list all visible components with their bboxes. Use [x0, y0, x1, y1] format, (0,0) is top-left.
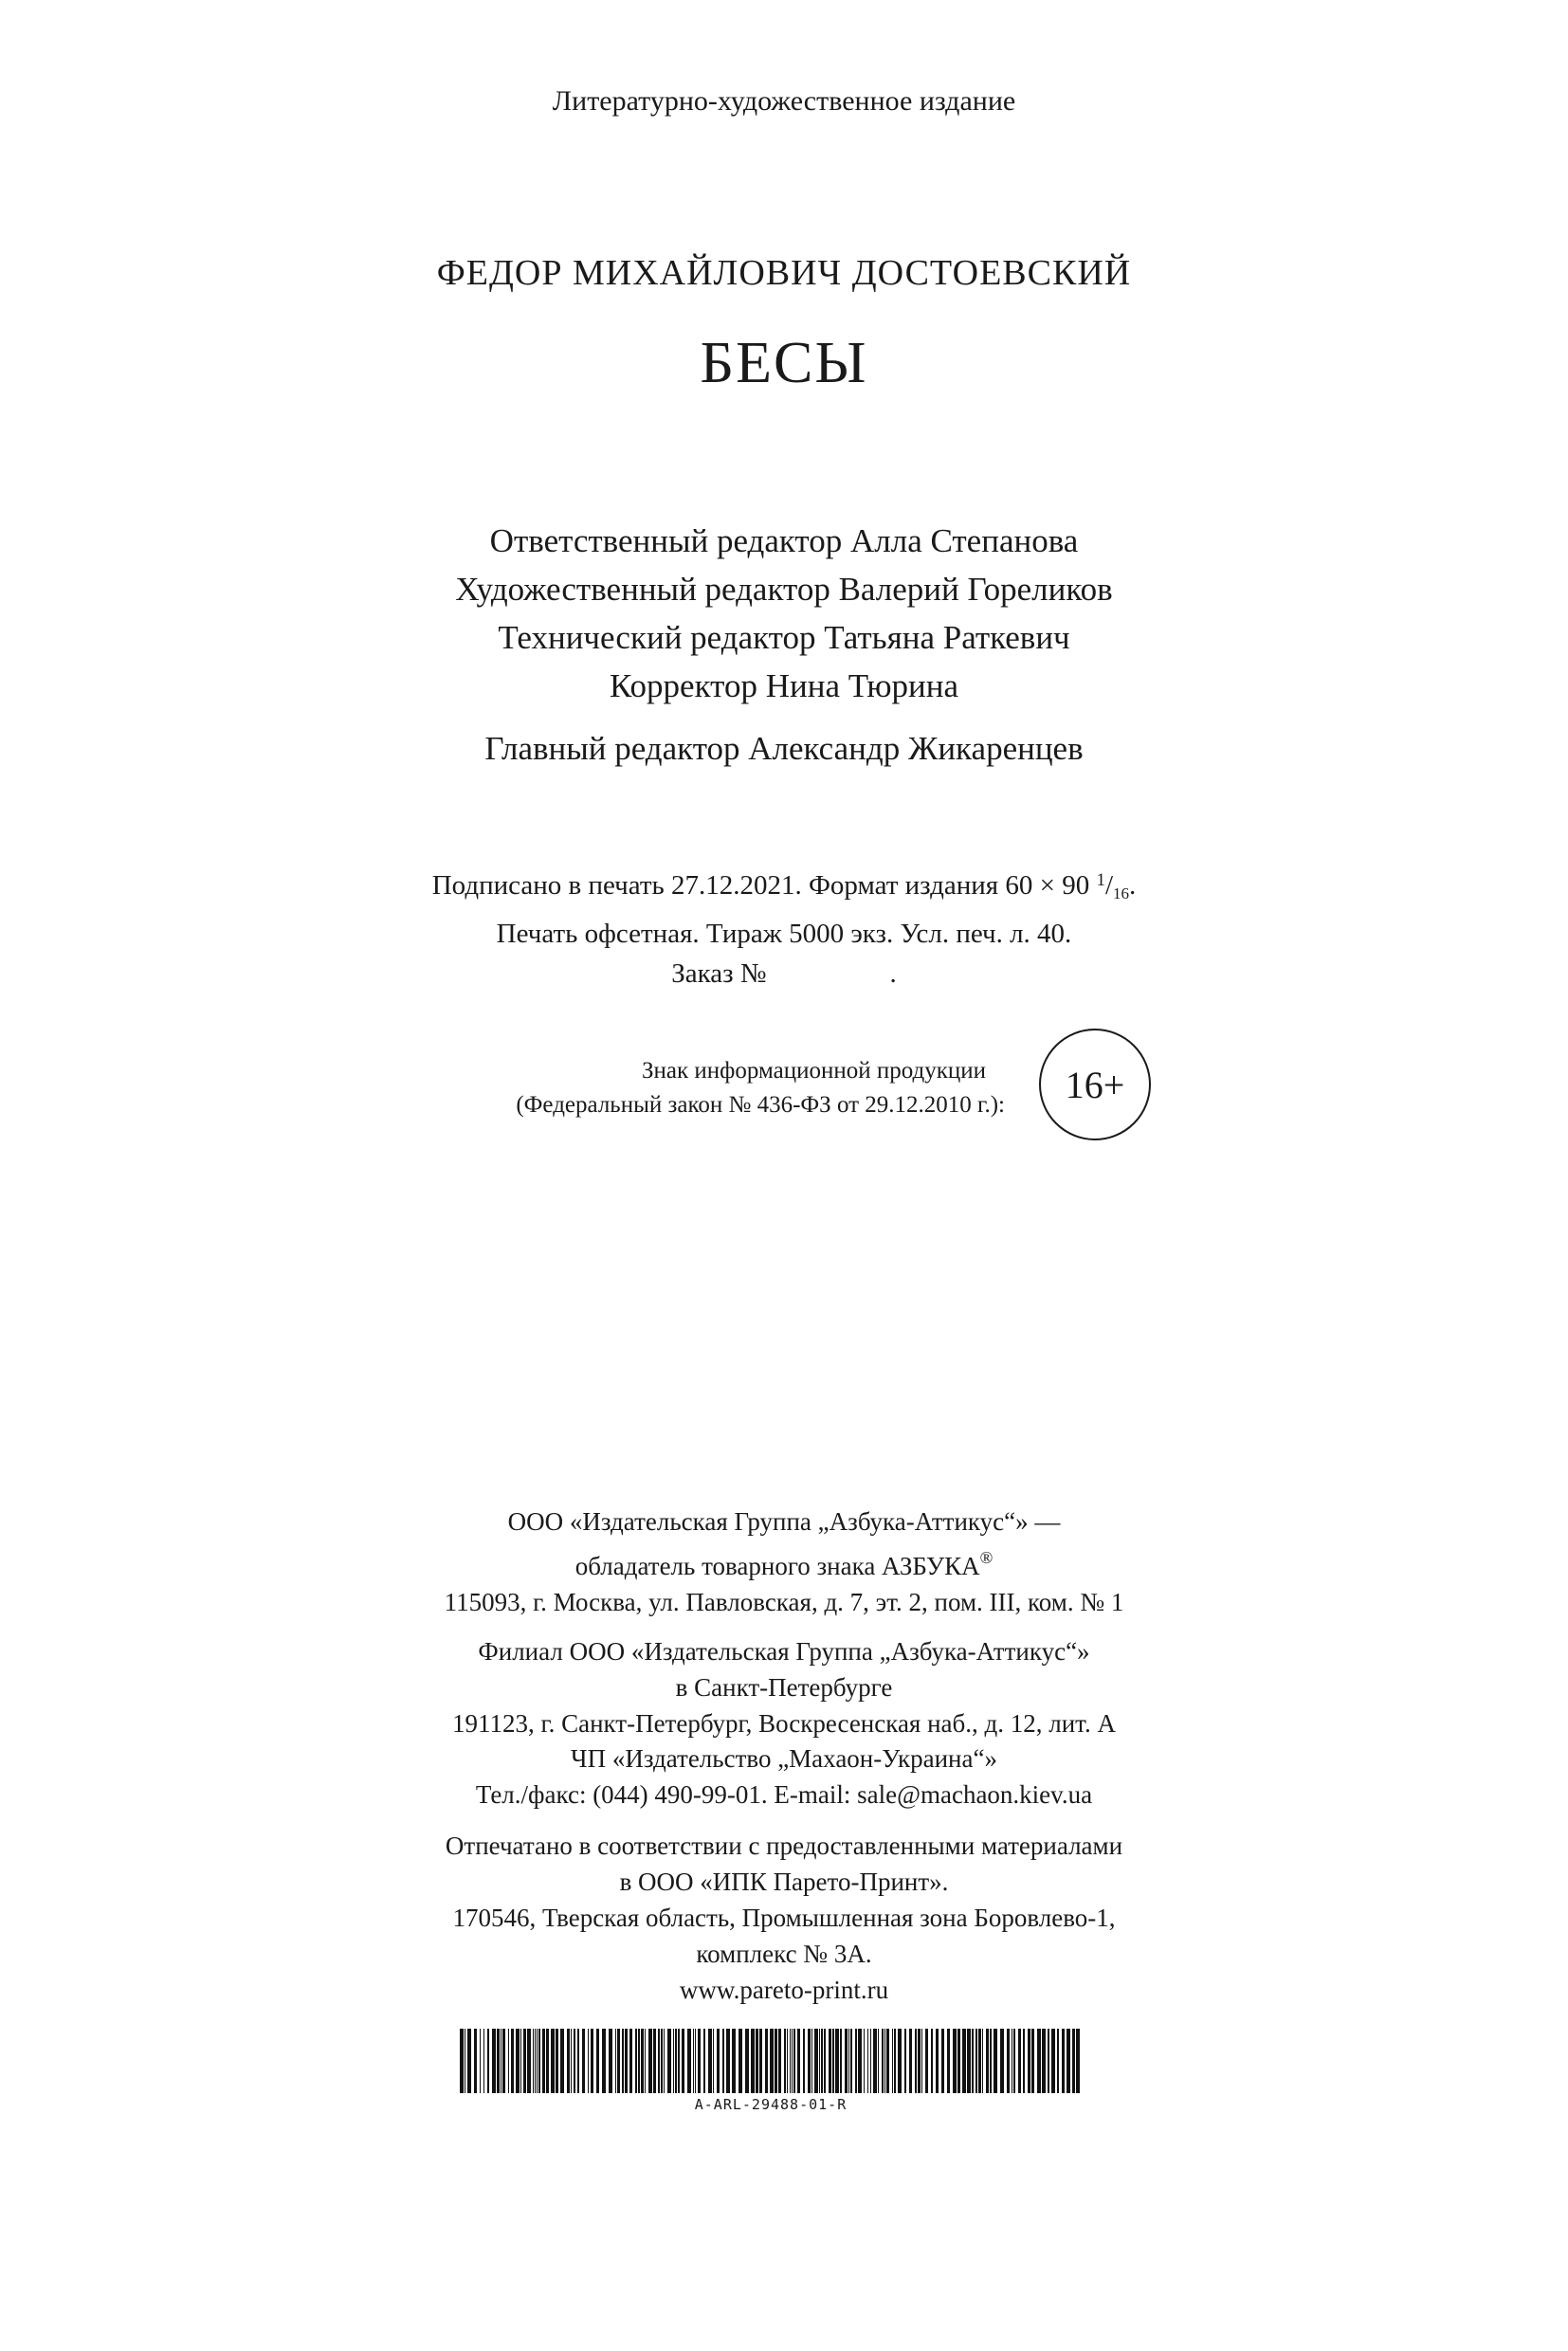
- barcode-bar: [556, 2029, 558, 2093]
- barcode-bar: [502, 2029, 505, 2093]
- barcode-bar: [641, 2029, 644, 2093]
- barcode-bar: [936, 2029, 939, 2093]
- barcode-bar: [609, 2029, 612, 2093]
- barcode-bar: [850, 2029, 852, 2093]
- printer-url: www.pareto-print.ru: [679, 1976, 889, 2004]
- barcode-bar: [1067, 2029, 1070, 2093]
- barcode-bar: [1000, 2029, 1004, 2093]
- printer-line-3: 170546, Тверская область, Промышленная зона Боровлево-1,: [452, 1904, 1116, 1932]
- barcode-bar: [882, 2029, 884, 2093]
- ukraine-block: [0, 1740, 1568, 1813]
- barcode-bar: [978, 2029, 981, 2093]
- barcode-bar: [658, 2029, 660, 2093]
- staff-line: Ответственный редактор Алла Степанова: [489, 522, 1079, 559]
- barcode-bar: [1048, 2029, 1049, 2093]
- publisher-line-1: ООО «Издательская Группа „Азбука-Аттикус“» —: [507, 1507, 1061, 1536]
- printing-line-1-text: Подписано в печать 27.12.2021. Формат издания 60 × 90: [431, 870, 1097, 901]
- barcode-bar: [751, 2029, 755, 2093]
- publisher-trademark-text: обладатель товарного знака АЗБУКА: [574, 1552, 980, 1580]
- barcode-bar: [682, 2029, 684, 2093]
- ukraine-contacts: Тел./факс: (044) 490-99-01. E-mail: sale@machaon.kiev.ua: [475, 1780, 1093, 1809]
- barcode-bar: [687, 2029, 691, 2093]
- printing-details: [0, 861, 1568, 993]
- barcode-bar: [520, 2029, 521, 2093]
- barcode-bar: [797, 2029, 800, 2093]
- barcode-bar: [765, 2029, 768, 2093]
- barcode-bar: [492, 2029, 496, 2093]
- printing-line-1-end: .: [1129, 870, 1137, 901]
- barcode-bar: [898, 2029, 902, 2093]
- order-end: .: [889, 958, 897, 989]
- barcode-bar: [824, 2029, 826, 2093]
- barcode-bar: [778, 2029, 781, 2093]
- staff-line: Технический редактор Татьяна Раткевич: [498, 619, 1070, 656]
- genre-line: Литературно-художественное издание: [552, 85, 1016, 117]
- barcode-bar: [698, 2029, 701, 2093]
- barcode-bar: [664, 2029, 665, 2093]
- info-mark-line-2: (Федеральный закон № 436-ФЗ от 29.12.2010 г.):: [516, 1092, 1005, 1118]
- barcode-bar: [546, 2029, 549, 2093]
- barcode-bar: [784, 2029, 786, 2093]
- barcode-bar: [542, 2029, 545, 2093]
- barcode-bar: [915, 2029, 917, 2093]
- barcode-bar: [870, 2029, 871, 2093]
- barcode-bar: [625, 2029, 628, 2093]
- ukraine-line-1: ЧП «Издательство „Махаон-Украина“»: [571, 1744, 997, 1773]
- author-name: ФЕДОР МИХАЙЛОВИЧ ДОСТОЕВСКИЙ: [436, 253, 1132, 293]
- barcode: [458, 2029, 1084, 2093]
- barcode-bar: [918, 2029, 921, 2093]
- barcode-bar: [713, 2029, 714, 2093]
- barcode-bar: [855, 2029, 857, 2093]
- barcode-bar: [845, 2029, 848, 2093]
- barcode-bar: [1076, 2029, 1080, 2093]
- barcode-bar: [474, 2029, 477, 2093]
- branch-address: 191123, г. Санкт-Петербург, Воскресенская наб., д. 12, лит. А: [452, 1709, 1116, 1738]
- barcode-bar: [775, 2029, 777, 2093]
- barcode-bar: [1051, 2029, 1055, 2093]
- barcode-bar: [560, 2029, 564, 2093]
- barcode-bar: [551, 2029, 555, 2093]
- barcode-bar: [1057, 2029, 1059, 2093]
- barcode-bar: [615, 2029, 616, 2093]
- barcode-bar: [1031, 2029, 1034, 2093]
- format-denominator: 16: [1113, 884, 1130, 902]
- age-rating-text: 16+: [1065, 1063, 1125, 1106]
- barcode-bar: [811, 2029, 812, 2093]
- barcode-bar: [745, 2029, 749, 2093]
- barcode-bar: [726, 2029, 730, 2093]
- barcode-bar: [497, 2029, 500, 2093]
- printer-block: [0, 1828, 1568, 2008]
- barcode-bar: [1072, 2029, 1075, 2093]
- barcode-bar: [878, 2029, 879, 2093]
- printer-line-4: комплекс № 3А.: [696, 1940, 872, 1968]
- barcode-bar: [523, 2029, 526, 2093]
- barcode-bar: [1018, 2029, 1021, 2093]
- barcode-bar: [864, 2029, 865, 2093]
- barcode-bar: [673, 2029, 674, 2093]
- barcode-bar: [759, 2029, 762, 2093]
- barcode-bar: [909, 2029, 912, 2093]
- barcode-bar: [460, 2029, 464, 2093]
- barcode-bar: [793, 2029, 795, 2093]
- barcode-bar: [892, 2029, 893, 2093]
- barcode-bar: [884, 2029, 885, 2093]
- barcode-bar: [829, 2029, 831, 2093]
- barcode-bar: [886, 2029, 889, 2093]
- barcode-bar: [986, 2029, 989, 2093]
- barcode-bar: [577, 2029, 579, 2093]
- barcode-bar: [708, 2029, 712, 2093]
- barcode-bar: [925, 2029, 928, 2093]
- barcode-bar: [787, 2029, 788, 2093]
- barcode-bar: [1007, 2029, 1010, 2093]
- barcode-bar: [1042, 2029, 1046, 2093]
- barcode-bar: [661, 2029, 663, 2093]
- barcode-bar: [717, 2029, 720, 2093]
- barcode-bar: [537, 2029, 538, 2093]
- book-title: БЕСЫ: [700, 331, 868, 395]
- barcode-bar: [591, 2029, 593, 2093]
- barcode-bar: [894, 2029, 896, 2093]
- barcode-bar: [792, 2029, 793, 2093]
- barcode-bar: [941, 2029, 944, 2093]
- barcode-bar: [693, 2029, 694, 2093]
- barcode-bar: [653, 2029, 656, 2093]
- barcode-bar: [667, 2029, 671, 2093]
- barcode-bar: [582, 2029, 585, 2093]
- info-product-mark: [379, 1054, 1005, 1122]
- barcode-bar: [957, 2029, 960, 2093]
- branch-line-2: в Санкт-Петербурге: [675, 1673, 893, 1702]
- barcode-bar: [629, 2029, 632, 2093]
- barcode-bar: [527, 2029, 531, 2093]
- barcode-bar: [821, 2029, 823, 2093]
- barcode-bar: [873, 2029, 877, 2093]
- barcode-bar: [904, 2029, 906, 2093]
- barcode-bar: [982, 2029, 983, 2093]
- barcode-bar: [1037, 2029, 1041, 2093]
- barcode-bar: [602, 2029, 606, 2093]
- info-mark-line-1: Знак информационной продукции: [641, 1058, 986, 1084]
- barcode-bar: [678, 2029, 680, 2093]
- branch-block: [0, 1633, 1568, 1741]
- barcode-bar: [990, 2029, 992, 2093]
- barcode-bar: [975, 2029, 977, 2093]
- printing-line-2: Печать офсетная. Тираж 5000 экз. Усл. печ. л. 40.: [496, 919, 1072, 949]
- barcode-bar: [635, 2029, 637, 2093]
- barcode-bar: [722, 2029, 724, 2093]
- barcode-bar: [803, 2029, 805, 2093]
- barcode-bar: [814, 2029, 818, 2093]
- barcode-bar: [648, 2029, 652, 2093]
- barcode-bar: [480, 2029, 481, 2093]
- barcode-bar: [1028, 2029, 1030, 2093]
- barcode-bar: [947, 2029, 950, 2093]
- barcode-bar: [858, 2029, 862, 2093]
- barcode-bar: [953, 2029, 957, 2093]
- format-slash: /: [1104, 870, 1114, 901]
- barcode-bar: [732, 2029, 736, 2093]
- barcode-bar: [567, 2029, 570, 2093]
- barcode-bar: [638, 2029, 640, 2093]
- order-label: Заказ №: [671, 958, 767, 989]
- barcode-bar: [972, 2029, 974, 2093]
- barcode-bar: [840, 2029, 842, 2093]
- barcode-bar: [467, 2029, 471, 2093]
- barcode-bar: [695, 2029, 696, 2093]
- staff-line: Художественный редактор Валерий Гореликов: [455, 571, 1113, 608]
- branch-line-1: Филиал ООО «Издательская Группа „Азбука-Аттикус“»: [478, 1637, 1090, 1666]
- barcode-bar: [994, 2029, 997, 2093]
- barcode-bar: [516, 2029, 520, 2093]
- barcode-bar: [483, 2029, 484, 2093]
- barcode-bar: [596, 2029, 599, 2093]
- staff-line: Корректор Нина Тюрина: [609, 667, 959, 704]
- barcode-bar: [790, 2029, 791, 2093]
- barcode-bar: [756, 2029, 758, 2093]
- barcode-bar: [931, 2029, 933, 2093]
- barcode-bar: [1013, 2029, 1015, 2093]
- printer-line-2: в ООО «ИПК Парето-Принт».: [619, 1868, 949, 1896]
- barcode-bar: [675, 2029, 677, 2093]
- barcode-bar: [511, 2029, 514, 2093]
- barcode-bar: [588, 2029, 589, 2093]
- chief-editor: Главный редактор Александр Жикаренцев: [484, 730, 1084, 767]
- barcode-bar: [703, 2029, 705, 2093]
- registered-mark: ®: [979, 1548, 994, 1567]
- barcode-bar: [571, 2029, 572, 2093]
- barcode-bar: [962, 2029, 966, 2093]
- barcode-bar: [921, 2029, 922, 2093]
- barcode-bar: [832, 2029, 834, 2093]
- order-number-line: [0, 954, 1568, 993]
- barcode-bar: [487, 2029, 489, 2093]
- printing-line-1: [0, 861, 1568, 914]
- barcode-bar: [808, 2029, 811, 2093]
- editorial-staff: [0, 517, 1568, 710]
- barcode-bar: [770, 2029, 774, 2093]
- printer-line-1: Отпечатано в соответствии с предоставленными материалами: [445, 1832, 1123, 1860]
- barcode-bar: [622, 2029, 624, 2093]
- barcode-bar: [848, 2029, 849, 2093]
- barcode-bar: [1062, 2029, 1065, 2093]
- barcode-bar: [645, 2029, 646, 2093]
- barcode-bar: [738, 2029, 742, 2093]
- barcode-bar: [535, 2029, 536, 2093]
- barcode-bar: [867, 2029, 868, 2093]
- barcode-caption: A-ARL-29488-01-R: [694, 2096, 848, 2113]
- publisher-address: 115093, г. Москва, ул. Павловская, д. 7, эт. 2, пом. III, ком. № 1: [444, 1588, 1124, 1616]
- barcode-bar: [835, 2029, 839, 2093]
- barcode-bar: [1023, 2029, 1025, 2093]
- age-rating-badge: [1039, 1029, 1151, 1140]
- barcode-bar: [617, 2029, 620, 2093]
- format-numerator: 1: [1096, 870, 1105, 890]
- barcode-bar: [967, 2029, 971, 2093]
- publisher-line-2: [0, 1540, 1568, 1584]
- barcode-bar: [819, 2029, 820, 2093]
- publisher-block: [0, 1504, 1568, 1620]
- barcode-bar: [533, 2029, 534, 2093]
- barcode-bar: [574, 2029, 575, 2093]
- barcode-bar: [508, 2029, 509, 2093]
- barcode-bar: [538, 2029, 540, 2093]
